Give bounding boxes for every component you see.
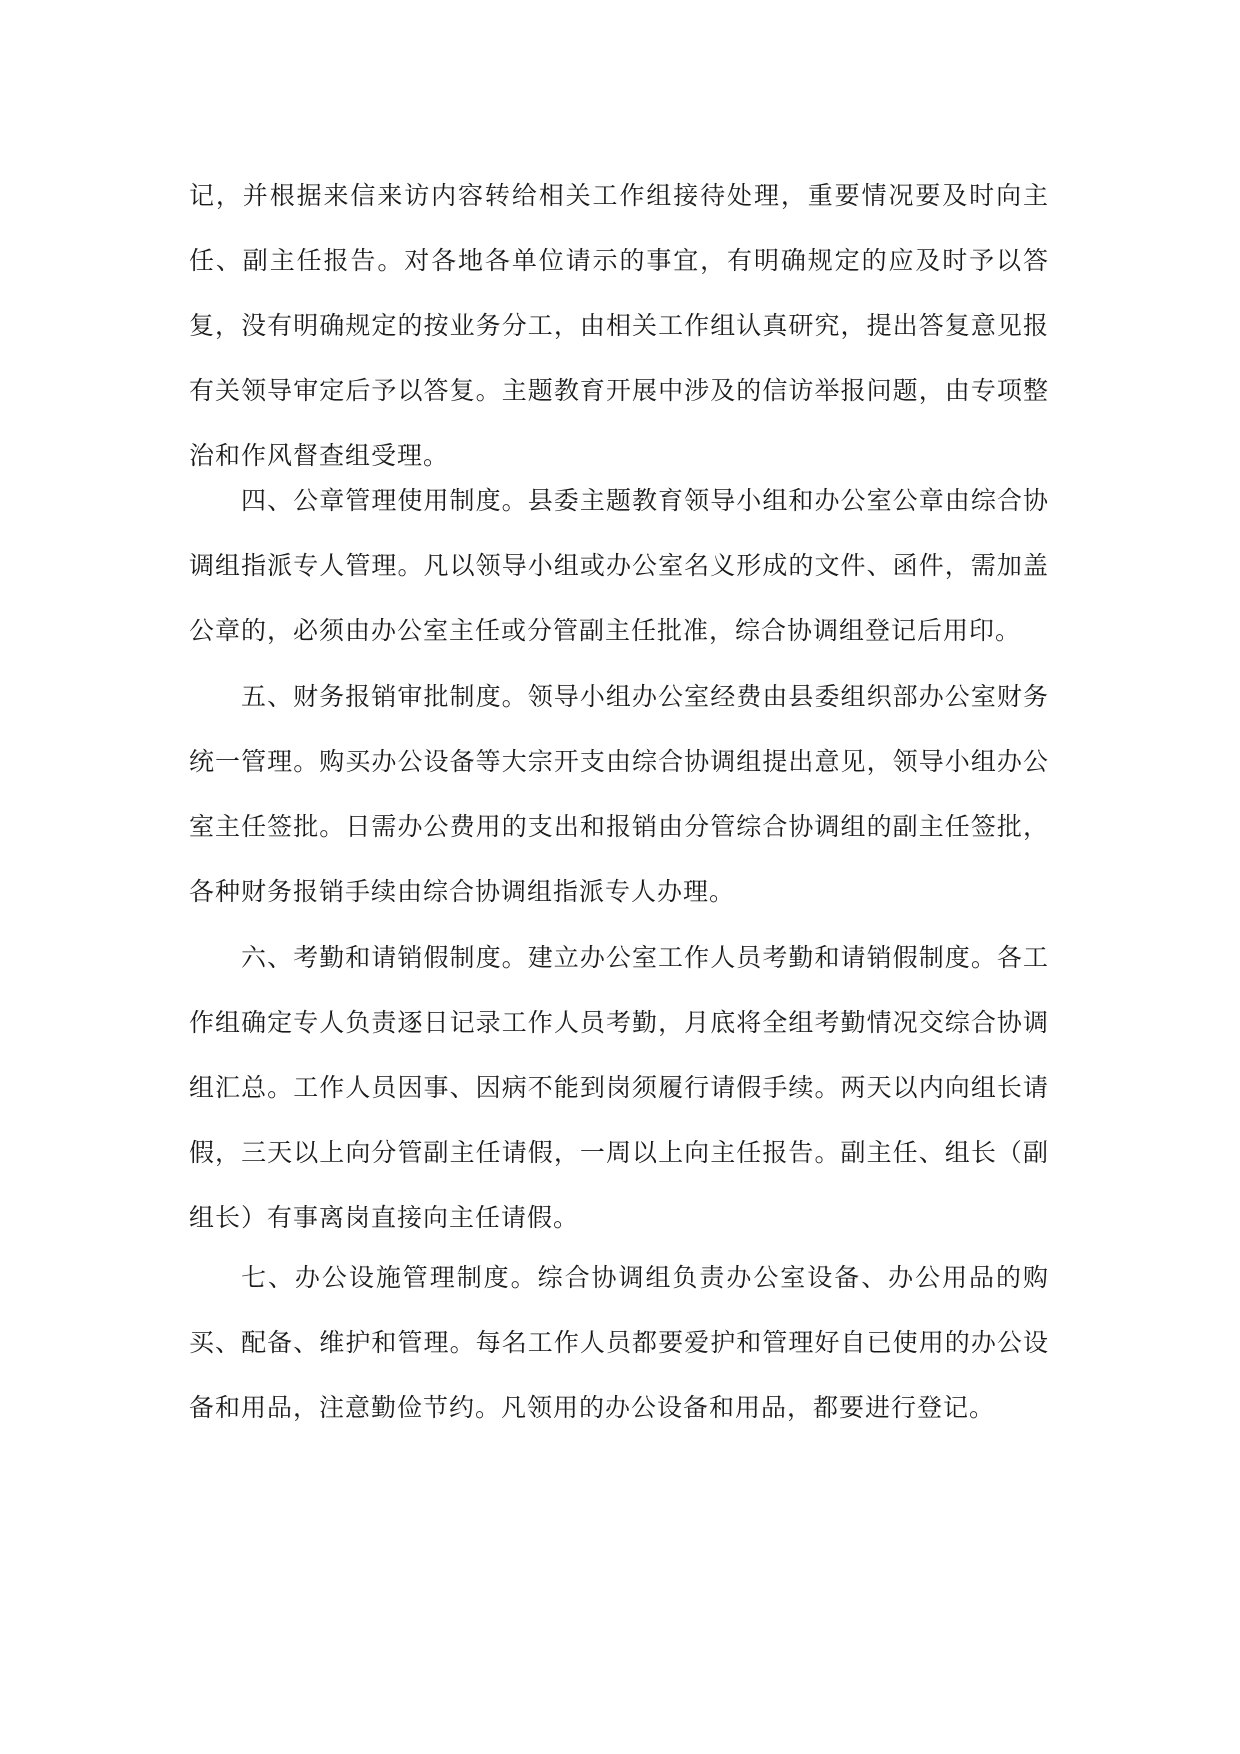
paragraph-petition-handling: 记，并根据来信来访内容转给相关工作组接待处理，重要情况要及时向主任、副主任报告。对各地各单位请示的事宜，有明确规定的应及时予以答复，没有明确规定的按业务分工，由相关工作组认真研究，提出答复意见报有关领导审定后予以答复。主题教育开展中涉及的信访举报问题，由专项整治和作风督查组受理。 xyxy=(189,181,1049,470)
paragraph-attendance-leave: 六、考勤和请销假制度。建立办公室工作人员考勤和请销假制度。各工作组确定专人负责逐日记录工作人员考勤，月底将全组考勤情况交综合协调组汇总。工作人员因事、因病不能到岗须履行请假手续。两天以内向组长请假，三天以上向分管副主任请假，一周以上向主任报告。副主任、组长（副组长）有事离岗直接向主任请假。 xyxy=(189,943,1049,1232)
paragraph-seal-management: 四、公章管理使用制度。县委主题教育领导小组和办公室公章由综合协调组指派专人管理。凡以领导小组或办公室名义形成的文件、函件，需加盖公章的，必须由办公室主任或分管副主任批准，综合协调组登记后用印。 xyxy=(189,486,1049,645)
paragraph-finance-approval: 五、财务报销审批制度。领导小组办公室经费由县委组织部办公室财务统一管理。购买办公设备等大宗开支由综合协调组提出意见，领导小组办公室主任签批。日需办公费用的支出和报销由分管综合协调组的副主任签批，各种财务报销手续由综合协调组指派专人办理。 xyxy=(189,682,1049,906)
paragraph-office-facilities: 七、办公设施管理制度。综合协调组负责办公室设备、办公用品的购买、配备、维护和管理。每名工作人员都要爱护和管理好自已使用的办公设备和用品，注意勤俭节约。凡领用的办公设备和用品，都要进行登记。 xyxy=(189,1263,1049,1422)
